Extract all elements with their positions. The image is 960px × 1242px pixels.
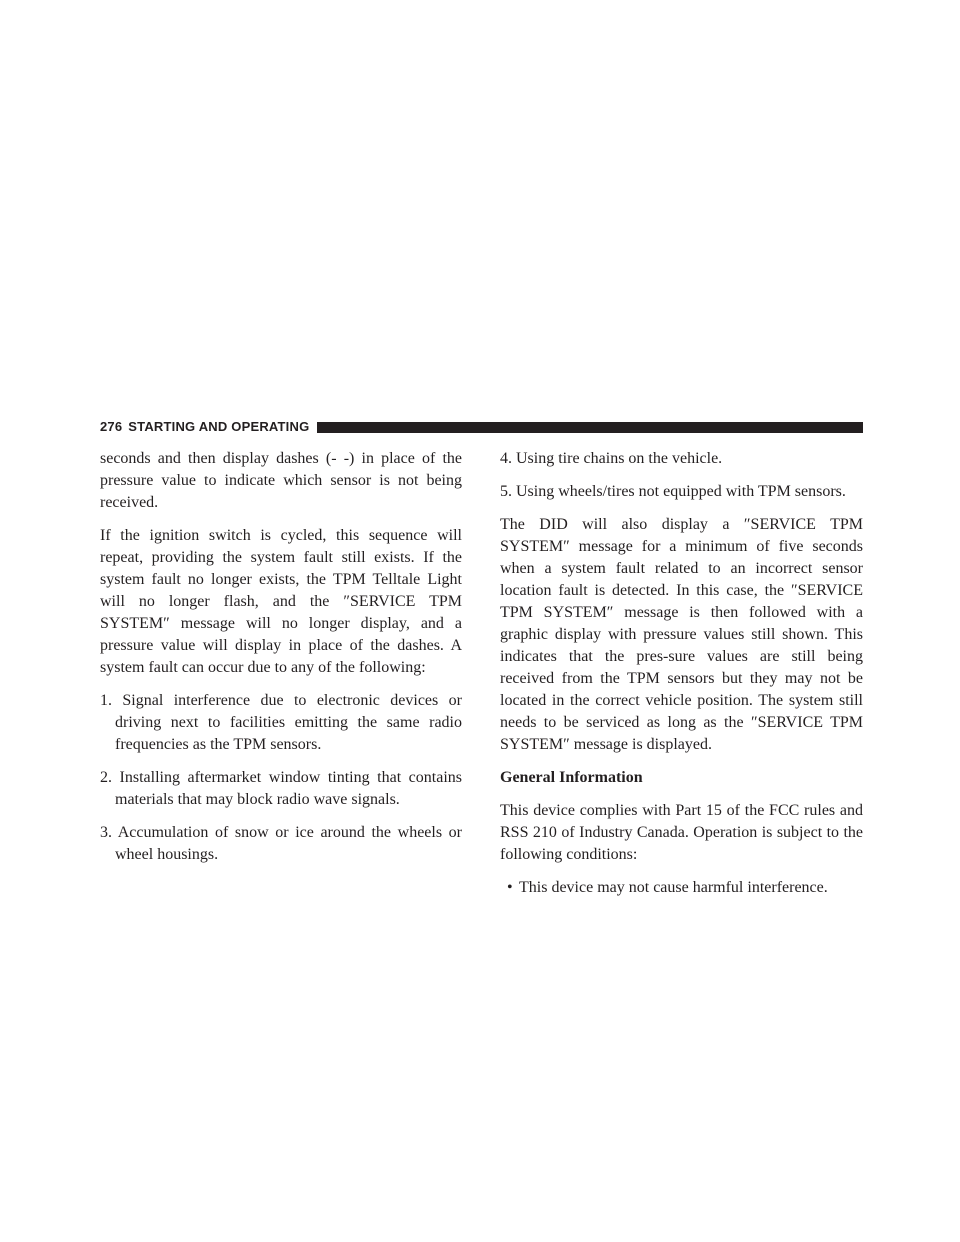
- paragraph: seconds and then display dashes (- -) in place of the pressure value to indicate which sensor is not being received.: [100, 450, 462, 511]
- list-item: 4. Using tire chains on the vehicle.: [500, 450, 723, 467]
- paragraph: The DID will also display a ″SERVICE TPM SYSTEM″ message for a minimum of five seconds when a system fault related to an incorrect sensor location fault is detected. In this case, the ″SERVICE TPM SYSTEM″ message is then followed with a graphic display with pressure values still shown. This indicates that the pres-sure values are still being received from the TPM sensors but they may not be located in the correct vehicle position. The system still needs to be serviced as long as the ″SERVICE TPM SYSTEM″ message is displayed.: [500, 516, 863, 753]
- paragraph: If the ignition switch is cycled, this sequence will repeat, providing the system fault still exists. If the system fault no longer exists, the TPM Telltale Light will no longer flash, and the ″SERVICE TPM SYSTEM″ message will no longer display, and a pressure value will display in place of the dashes. A system fault can occur due to any of the following:: [100, 527, 462, 676]
- bullet-text: This device may not cause harmful interference.: [519, 879, 828, 896]
- list-item: 1. Signal interference due to electronic devices or driving next to facilities emitting the same radio frequencies as the TPM sensors.: [100, 692, 462, 753]
- list-item: 5. Using wheels/tires not equipped with TPM sensors.: [500, 483, 846, 500]
- page-header: [100, 419, 863, 435]
- section-heading: General Information: [500, 769, 643, 786]
- bullet-item: [500, 877, 863, 899]
- right-column: [500, 448, 863, 910]
- page-number: 276: [100, 419, 123, 434]
- header-rule: [317, 422, 863, 433]
- list-item: 2. Installing aftermarket window tinting that contains materials that may block radio wave signals.: [100, 769, 462, 808]
- bullet-icon: •: [507, 879, 513, 896]
- section-title: STARTING AND OPERATING: [128, 419, 310, 434]
- list-item: 3. Accumulation of snow or ice around the wheels or wheel housings.: [100, 824, 462, 863]
- left-column: [100, 448, 462, 877]
- paragraph: This device complies with Part 15 of the FCC rules and RSS 210 of Industry Canada. Operation is subject to the following conditions:: [500, 802, 863, 863]
